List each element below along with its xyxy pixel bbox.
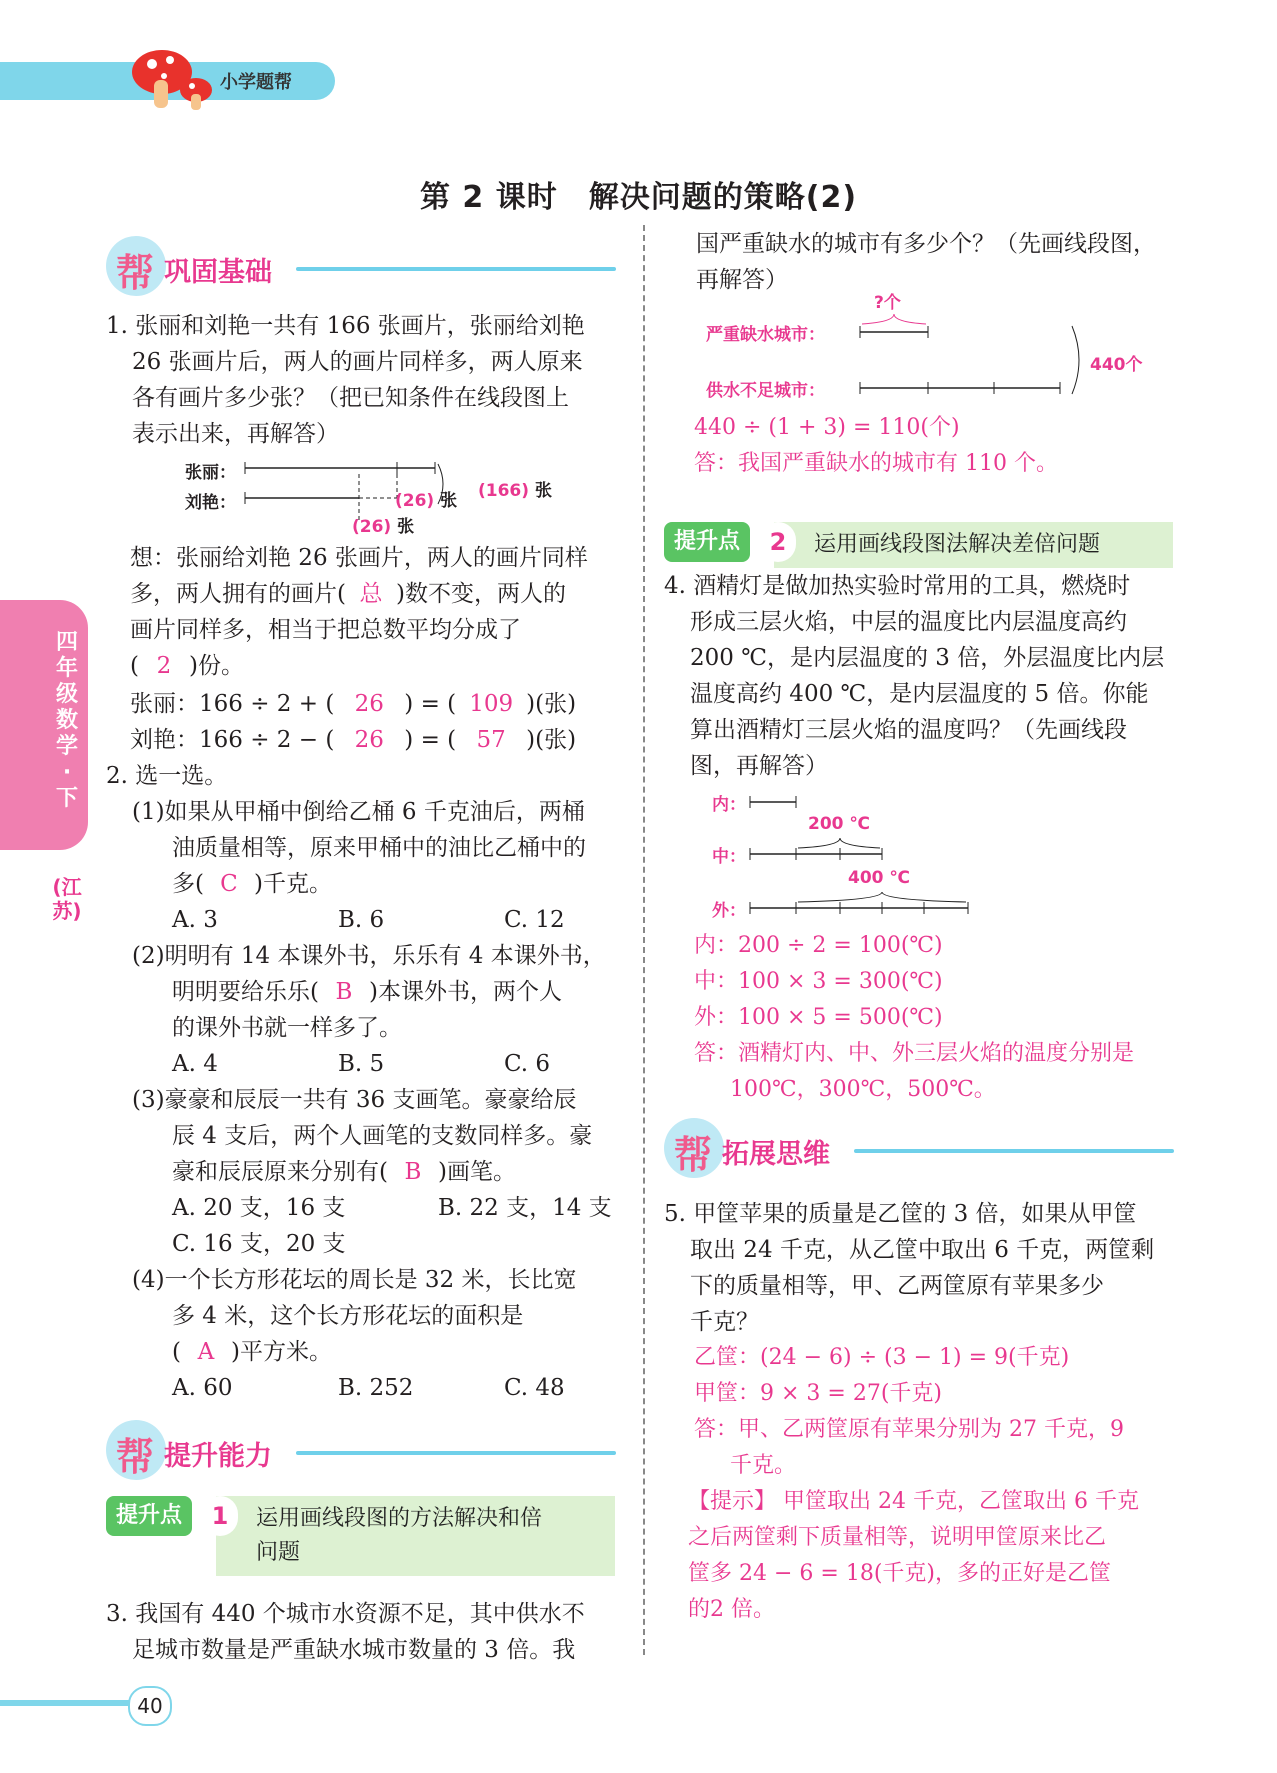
q1-diagram-total: (166) 张 [478, 481, 552, 501]
page-number: 40 [128, 1686, 172, 1726]
q3-diagram-total: 440个 [1090, 355, 1143, 375]
question-3-continued: 国严重缺水的城市有多少个？（先画线段图， 再解答） [696, 231, 1156, 293]
q3-label-short: 供水不足城市： [706, 381, 825, 401]
column-divider [643, 225, 645, 1655]
q1-diagram-26-a: (26) 张 [395, 491, 458, 511]
question-4: 4. 酒精灯是做加热实验时常用的工具，燃烧时 形成三层火焰，中层的温度比内层温度高约 200 ℃，是内层温度的 3 倍，外层温度比内层 温度高约 400 ℃，是内层温度的 5 倍。你能 算出酒精灯三层火焰的温度吗？（先画线段 图，再解答） [664, 573, 1165, 779]
q1-label-zhangli: 张丽： [185, 463, 236, 483]
mushroom-logo-icon [128, 40, 220, 112]
question-1: 1. 张丽和刘艳一共有 166 张画片，张丽给刘艳 26 张画片后，两人的画片同样多，两人原来 各有画片多少张？（把已知条件在线段图上 表示出来，再解答） [106, 313, 585, 447]
q4-diagram-200: 200 ℃ [808, 814, 870, 834]
side-tab-region: (江苏) [52, 875, 82, 923]
question-2: 2. 选一选。 (1)如果从甲桶中倒给乙桶 6 千克油后，两桶 油质量相等，原来甲桶中的油比乙桶中的 多( C )千克。 A. 3 B. 6 C. 12 (2)明明有 14 本课外书，乐乐有 4 本课外书， 明明要给乐乐( B )本课外书，两个人 的课外书就一样多了。 A. 4 B. 5 C. 6 (3)豪豪和辰辰一共有 36 支画笔。豪豪给辰 辰 4 支后，两个人画笔的支数同样多。豪 豪和辰辰原来分别有( B )画笔。 A. 20 支，16 支 B. 22 支，14 支 C. 16 支，20 支 (4)一个长方形花坛的周长是 32 米，长比宽 多 4 米，这个长方形花坛的面积是 ( A )平方米。 A. 60 B. 252 C. 48 [106, 763, 612, 1401]
q1-diagram-26-b: (26) 张 [352, 517, 415, 537]
q4-label-middle: 中： [712, 847, 746, 867]
q4-answer: 内：200 ÷ 2 = 100(℃) 中：100 × 3 = 300(℃) 外：100 × 5 = 500(℃) 答：酒精灯内、中、外三层火焰的温度分别是 100℃，300℃，500℃。 [694, 933, 1135, 1102]
q4-label-outer: 外： [712, 901, 746, 921]
question-5: 5. 甲筐苹果的质量是乙筐的 3 倍，如果从甲筐 取出 24 千克，从乙筐中取出 6 千克，两筐剩 下的质量相等，甲、乙两筐原有苹果多少 千克？ [664, 1201, 1155, 1335]
q5-hint: 【提示】 甲筐取出 24 千克，乙筐取出 6 千克 之后两筐剩下质量相等，说明甲筐原来比乙 筐多 24 − 6 = 18(千克)，多的正好是乙筐 的2 倍。 [688, 1489, 1139, 1622]
q1-zhangli-line: 张丽：166 ÷ 2 + ( 26 ) = ( 109 )(张) [130, 691, 577, 717]
q2-2-answer: B [335, 979, 353, 1005]
brand-name: 小学题帮 [220, 72, 292, 93]
q5-answer: 乙筐：(24 − 6) ÷ (3 − 1) = 9(千克) 甲筐：9 × 3 = 27(千克) 答：甲、乙两筐原有苹果分别为 27 千克，9 千克。 [694, 1345, 1124, 1478]
section-consolidate-header: 帮 巩固基础 [106, 236, 616, 296]
q1-liuyan-line: 刘艳：166 ÷ 2 − ( 26 ) = ( 57 )(张) [130, 727, 577, 753]
q3-label-severe: 严重缺水城市： [706, 325, 825, 345]
q1-think: 想：张丽给刘艳 26 张画片，两人的画片同样 多，两人拥有的画片( 总 )数不变，两人的 画片同样多，相当于把总数平均分成了 ( 2 )份。 [130, 540, 630, 684]
q4-diagram-400: 400 ℃ [848, 868, 910, 888]
question-3: 3. 我国有 440 个城市水资源不足，其中供水不 足城市数量是严重缺水城市数量的 3 倍。我 [106, 1601, 585, 1663]
footer-bar [0, 1700, 140, 1706]
q1-blank-parts: 2 [156, 653, 172, 679]
q4-line-diagram [710, 790, 990, 920]
point-1-header: 运用画线段图的方法解决和倍 问题 提升点 1 [106, 1496, 616, 1540]
section-expand-header: 帮 拓展思维 [664, 1118, 1184, 1178]
page-title: 第 2 课时 解决问题的策略(2) [419, 180, 858, 215]
q2-3-answer: B [404, 1159, 422, 1185]
q1-label-liuyan: 刘艳： [185, 493, 236, 513]
side-tab-grade: 四年级数学·下 [55, 630, 78, 811]
q3-diagram-question: ?个 [874, 293, 901, 313]
q4-label-inner: 内： [712, 795, 746, 815]
section-improve-header: 帮 提升能力 [106, 1420, 616, 1480]
point-2-header: 运用画线段图法解决差倍问题 提升点 2 [664, 522, 1184, 566]
q2-4-answer: A [197, 1339, 215, 1365]
q2-1-answer: C [220, 871, 238, 897]
q3-answer: 440 ÷ (1 + 3) = 110(个) 答：我国严重缺水的城市有 110 个。 [694, 415, 1058, 476]
q1-blank-total: 总 [359, 581, 383, 607]
